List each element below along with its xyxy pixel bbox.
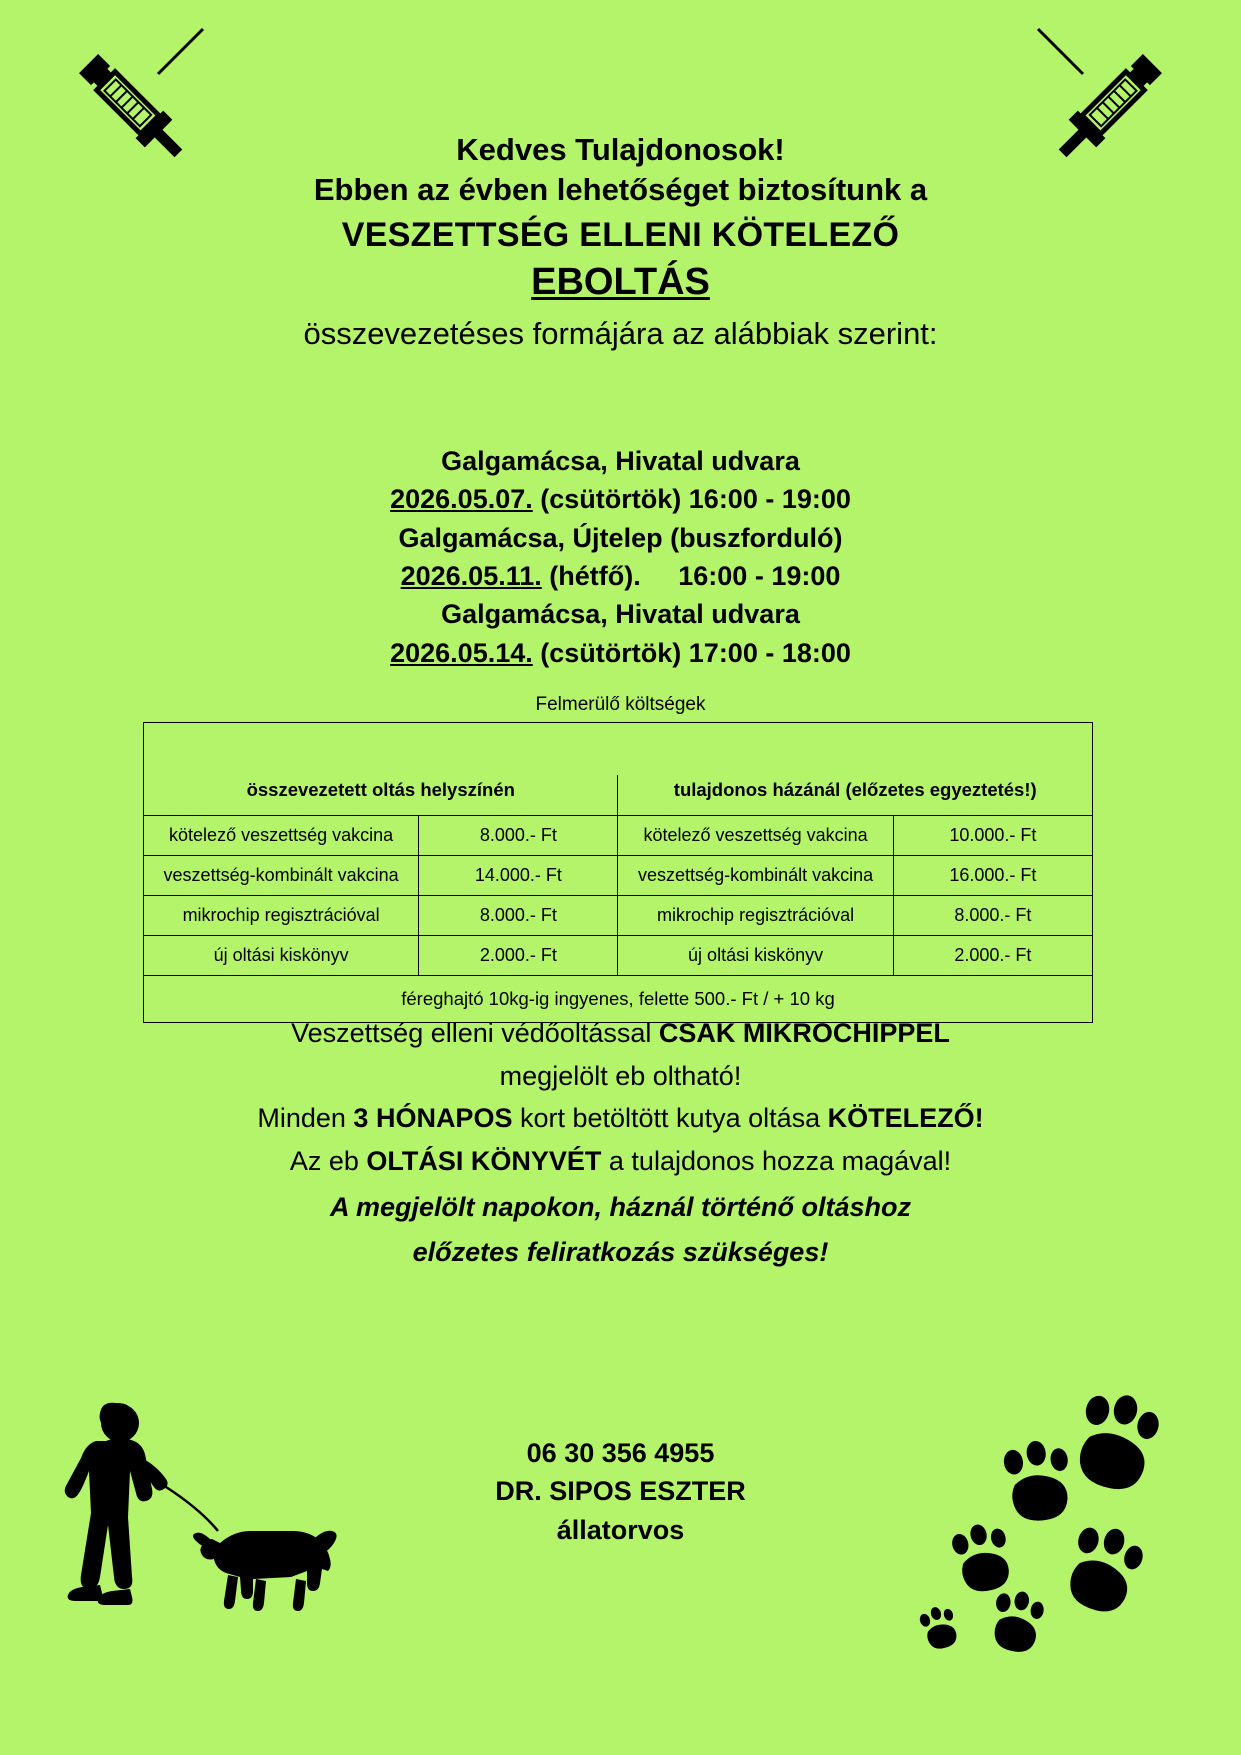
schedule-entry bbox=[0, 442, 1241, 519]
heading-line-1: Kedves Tulajdonosok! bbox=[456, 132, 785, 167]
heading-line-4: EBOLTÁS bbox=[531, 260, 710, 303]
schedule-entry bbox=[0, 595, 1241, 672]
cell-right-price: 10.000.- Ft bbox=[893, 816, 1092, 856]
contact-phone: 06 30 356 4955 bbox=[526, 1438, 715, 1468]
cell-right-name: veszettség-kombinált vakcina bbox=[618, 856, 893, 896]
notice-4-text-b: a tulajdonos hozza magával! bbox=[601, 1145, 952, 1176]
schedule-day: (hétfő). bbox=[549, 560, 641, 591]
schedule-entry bbox=[0, 519, 1241, 596]
cost-table-wrapper bbox=[143, 722, 1093, 1023]
schedule-time: 16:00 - 19:00 bbox=[678, 560, 841, 591]
cell-right-price: 8.000.- Ft bbox=[893, 896, 1092, 936]
schedule-location: Galgamácsa, Hivatal udvara bbox=[441, 446, 800, 476]
schedule-date: 2026.05.07. bbox=[390, 484, 533, 515]
schedule-location: Galgamácsa, Újtelep (buszforduló) bbox=[398, 522, 843, 553]
schedule-block bbox=[0, 442, 1241, 672]
notice-3-emph-a: 3 HÓNAPOS bbox=[353, 1103, 513, 1134]
column-header-athome: tulajdonos házánál (előzetes egyeztetés!) bbox=[618, 775, 1093, 816]
schedule-date: 2026.05.14. bbox=[390, 637, 533, 668]
schedule-time: 17:00 - 18:00 bbox=[688, 637, 851, 668]
table-row bbox=[144, 896, 1093, 936]
schedule-location: Galgamácsa, Hivatal udvara bbox=[441, 599, 800, 630]
schedule-day: (csütörtök) bbox=[540, 484, 682, 515]
cell-left-name: kötelező veszettség vakcina bbox=[144, 816, 419, 856]
cell-right-name: mikrochip regisztrációval bbox=[618, 896, 893, 936]
cell-left-price: 8.000.- Ft bbox=[419, 816, 618, 856]
cost-table bbox=[143, 722, 1093, 1023]
notices-block bbox=[0, 1012, 1241, 1274]
costs-caption: Felmerülő költségek bbox=[535, 694, 706, 715]
table-row bbox=[144, 856, 1093, 896]
schedule-date: 2026.05.11. bbox=[400, 560, 542, 591]
column-header-onsite: összevezetett oltás helyszínén bbox=[144, 775, 618, 816]
notice-1-emph: CSAK MIKROCHIPPEL bbox=[658, 1018, 950, 1048]
notice-line-5: A megjelölt napokon, háznál történő oltáshoz bbox=[329, 1191, 912, 1222]
schedule-when bbox=[0, 557, 1241, 595]
paw-prints-silhouette bbox=[911, 1390, 1191, 1690]
notice-3-text-b: kort betöltött kutya oltása bbox=[512, 1103, 828, 1134]
cell-left-name: új oltási kiskönyv bbox=[144, 936, 419, 976]
contact-role: állatorvos bbox=[556, 1514, 685, 1545]
schedule-when bbox=[0, 634, 1241, 672]
notice-line-1 bbox=[0, 1012, 1241, 1055]
cell-left-name: veszettség-kombinált vakcina bbox=[144, 856, 419, 896]
contact-name: DR. SIPOS ESZTER bbox=[495, 1476, 746, 1507]
notice-1-text: Veszettség elleni védőoltással bbox=[291, 1018, 659, 1048]
notice-line-3 bbox=[0, 1097, 1241, 1140]
table-row-spacer bbox=[144, 723, 1093, 776]
table-row bbox=[144, 936, 1093, 976]
cell-left-price: 14.000.- Ft bbox=[419, 856, 618, 896]
notice-line-4 bbox=[0, 1140, 1241, 1183]
spacer-cell bbox=[144, 723, 1093, 776]
heading-line-3: VESZETTSÉG ELLENI KÖTELEZŐ bbox=[341, 216, 900, 255]
cell-right-name: kötelező veszettség vakcina bbox=[618, 816, 893, 856]
table-header-row bbox=[144, 775, 1093, 816]
notice-3-text-a: Minden bbox=[257, 1103, 354, 1134]
dog-walker-silhouette bbox=[60, 1395, 360, 1695]
notice-line-6: előzetes feliratkozás szükséges! bbox=[412, 1237, 829, 1268]
cost-note: féreghajtó 10kg-ig ingyenes, felette 500.- Ft / + 10 kg bbox=[144, 976, 1093, 1023]
schedule-when bbox=[0, 480, 1241, 518]
cell-left-price: 2.000.- Ft bbox=[419, 936, 618, 976]
cell-left-name: mikrochip regisztrációval bbox=[144, 896, 419, 936]
cell-right-name: új oltási kiskönyv bbox=[618, 936, 893, 976]
cell-left-price: 8.000.- Ft bbox=[419, 896, 618, 936]
heading-line-2: Ebben az évben lehetőséget biztosítunk a bbox=[313, 171, 928, 207]
heading-line-5: összevezetéses formájára az alábbiak szerint: bbox=[303, 315, 938, 351]
cell-right-price: 2.000.- Ft bbox=[893, 936, 1092, 976]
cell-right-price: 16.000.- Ft bbox=[893, 856, 1092, 896]
notice-3-emph-b: KÖTELEZŐ! bbox=[827, 1103, 984, 1134]
schedule-day: (csütörtök) bbox=[540, 637, 682, 668]
poster-heading-block bbox=[0, 130, 1241, 355]
notice-line-2: megjelölt eb oltható! bbox=[499, 1060, 742, 1091]
notice-4-emph: OLTÁSI KÖNYVÉT bbox=[366, 1145, 602, 1176]
table-row bbox=[144, 816, 1093, 856]
notice-4-text-a: Az eb bbox=[289, 1145, 367, 1176]
schedule-time: 16:00 - 19:00 bbox=[688, 484, 851, 515]
